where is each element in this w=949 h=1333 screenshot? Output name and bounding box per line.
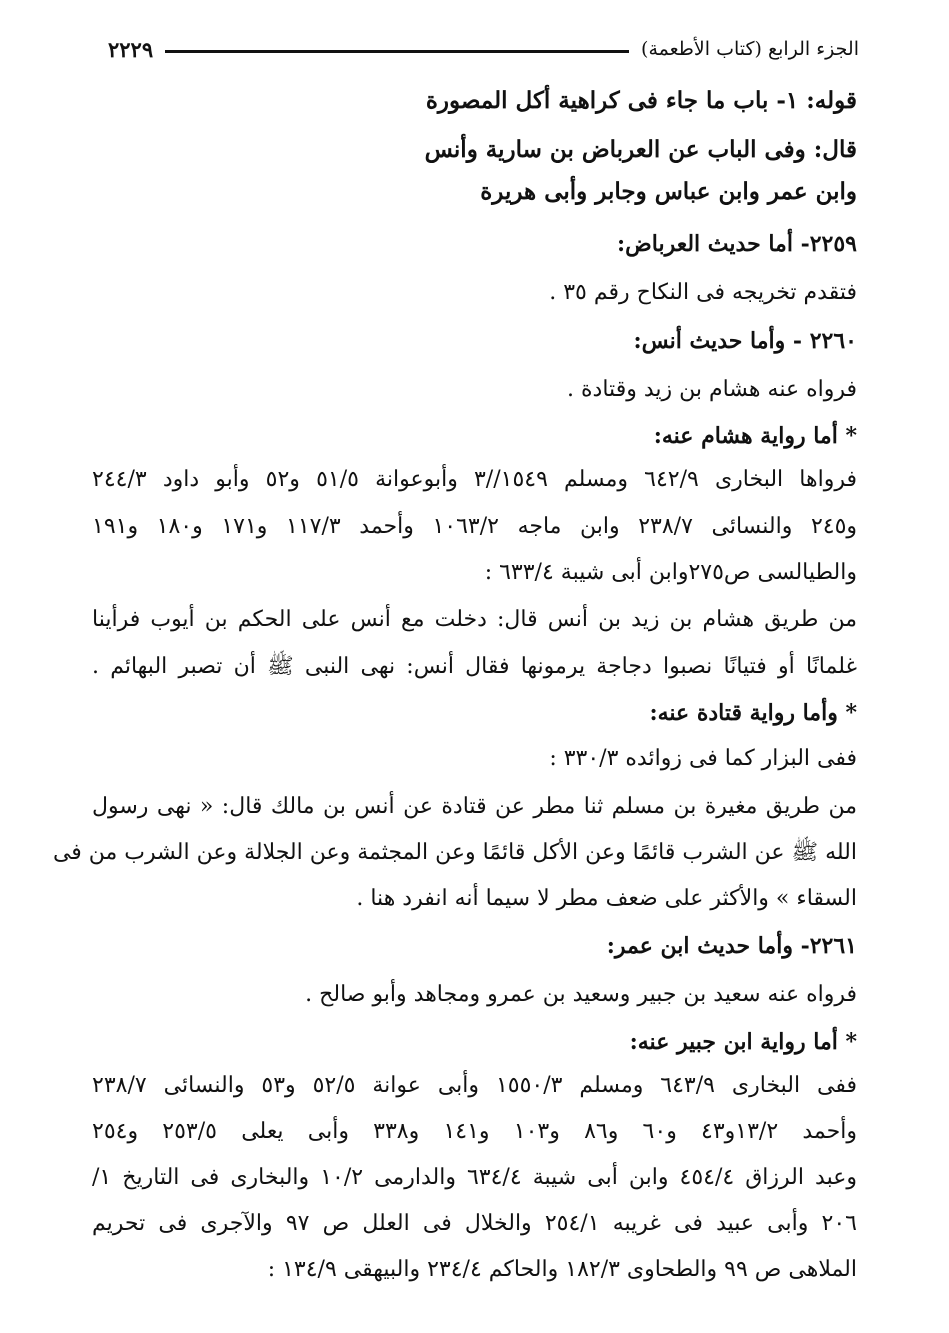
subsection-heading: * وأما رواية قتادة عنه: <box>649 700 857 726</box>
page-number: ٢٢٢٩ <box>108 36 154 62</box>
running-title: الجزء الرابع (كتاب الأطعمة) <box>641 38 859 60</box>
text-line: ففى البزار كما فى زوائده ٣٣٠/٣ : <box>549 746 857 771</box>
text-line: فرواها البخارى ٦٤٢/٩ ومسلم ١٥٤٩//٣ وأبوعوانة ٥١/٥ و٥٢ وأبو داود ٢٤٤/٣ <box>92 467 857 492</box>
text-line: والطيالسى ص٢٧٥وابن أبى شيبة ٦٣٣/٤ : <box>484 560 857 585</box>
header-rule <box>165 50 629 53</box>
text-line: فتقدم تخريجه فى النكاح رقم ٣٥ . <box>549 280 857 305</box>
text-line: فرواه عنه هشام بن زيد وقتادة . <box>567 377 857 402</box>
text-line: السقاء » والأكثر على ضعف مطر لا سيما أنه انفرد هنا . <box>356 886 857 911</box>
text-line: وعبد الرزاق ٤٥٤/٤ وابن أبى شيبة ٦٣٤/٤ والدارمى ١٠/٢ والبخارى فى التاريخ ١/ <box>92 1165 857 1190</box>
section-heading: ٢٢٦٠ - وأما حديث أنس: <box>633 328 857 354</box>
text-line: غلمانًا أو فتيانًا نصبوا دجاجة يرمونها فقال أنس: نهى النبى ﷺ أن تصبر البهائم . <box>92 654 857 679</box>
subsection-heading: * أما رواية هشام عنه: <box>653 423 857 449</box>
page-header <box>108 34 859 64</box>
text-line: من طريق هشام بن زيد بن أنس قال: دخلت مع أنس على الحكم بن أيوب فرأينا <box>92 607 857 632</box>
text-line: وابن عمر وابن عباس وجابر وأبى هريرة <box>480 178 857 205</box>
subsection-heading: * أما رواية ابن جبير عنه: <box>629 1029 857 1055</box>
chapter-title: قوله: ١- باب ما جاء فى كراهية أكل المصورة <box>425 87 857 114</box>
text-line: ٢٠٦ وأبى عبيد فى غريبه ٢٥٤/١ والخلال فى العلل ص ٩٧ والآجرى فى تحريم <box>92 1211 857 1236</box>
section-heading: ٢٢٥٩- أما حديث العرباض: <box>617 231 857 257</box>
text-line: الملاهى ص ٩٩ والطحاوى ١٨٢/٣ والحاكم ٢٣٤/٤ والبيهقى ١٣٤/٩ : <box>267 1257 857 1282</box>
text-line: فرواه عنه سعيد بن جبير وسعيد بن عمرو ومجاهد وأبو صالح . <box>305 982 857 1007</box>
text-line: قال: وفى الباب عن العرباض بن سارية وأنس <box>424 136 857 163</box>
text-line: الله ﷺ عن الشرب قائمًا وعن الأكل قائمًا وعن المجثمة وعن الجلالة وعن الشرب من فى <box>52 840 857 865</box>
text-line: وأحمد ١٣/٢و٤٣ و٦٠ و٨٦ و١٠٣ و١٤١ و٣٣٨ وأبى يعلى ٢٥٣/٥ و٢٥٤ <box>92 1119 857 1144</box>
text-line: من طريق مغيرة بن مسلم ثنا مطر عن قتادة عن أنس بن مالك قال: « نهى رسول <box>92 794 857 819</box>
text-line: ففى البخارى ٦٤٣/٩ ومسلم ١٥٥٠/٣ وأبى عوانة ٥٢/٥ و٥٣ والنسائى ٢٣٨/٧ <box>92 1073 857 1098</box>
section-heading: ٢٢٦١- وأما حديث ابن عمر: <box>606 933 857 959</box>
text-line: و٢٤٥ والنسائى ٢٣٨/٧ وابن ماجه ١٠٦٣/٢ وأحمد ١١٧/٣ و١٧١ و١٨٠ و١٩١ <box>92 514 858 539</box>
